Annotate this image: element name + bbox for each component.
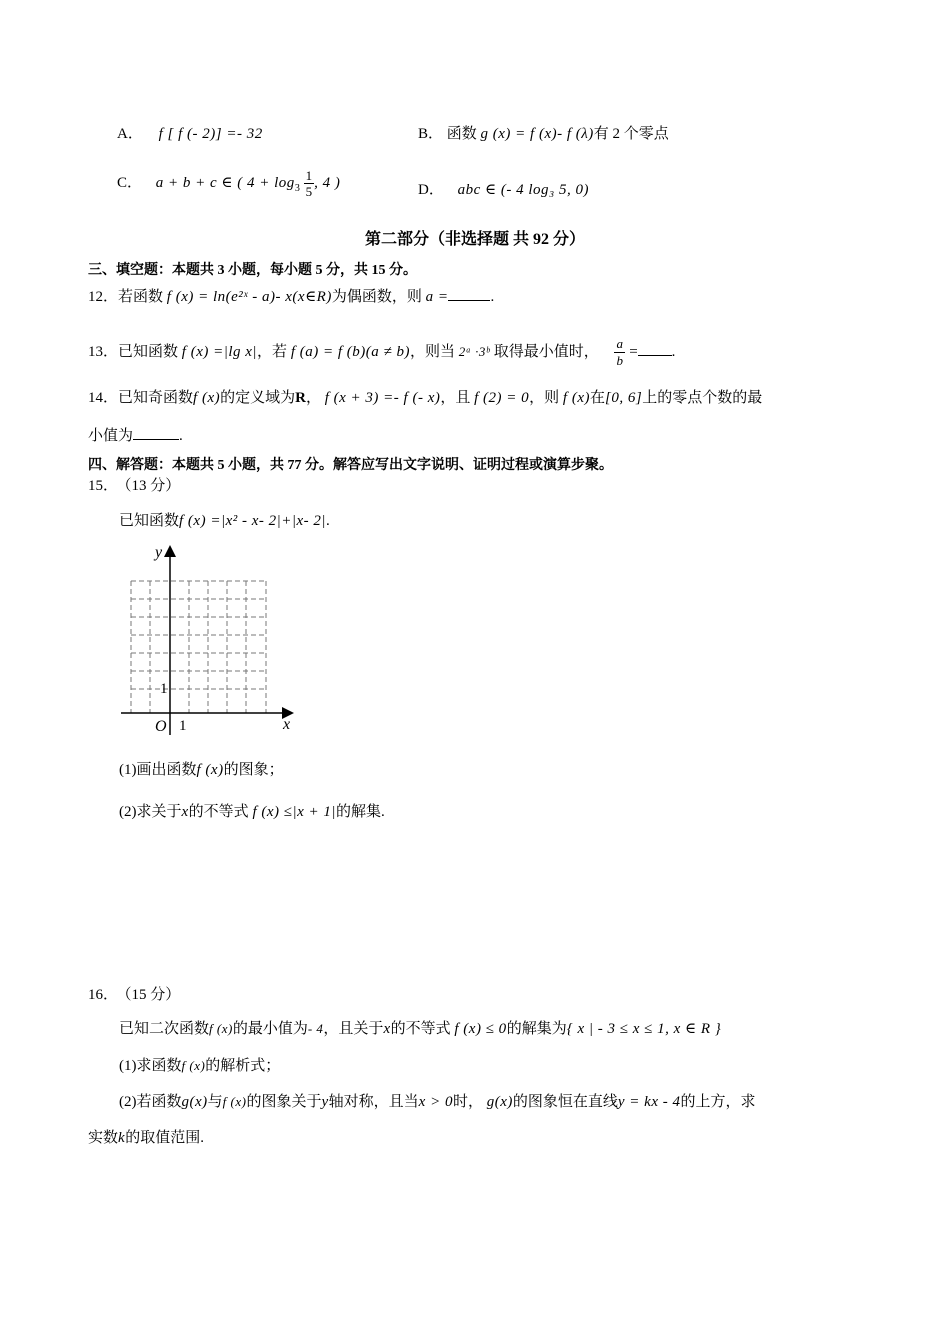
option-b (418, 122, 669, 143)
option-c-frac-den: 5 (305, 184, 313, 199)
q15-y-label: y (155, 544, 163, 561)
q14-answer-blank[interactable] (133, 425, 179, 440)
question-12 (88, 285, 494, 306)
option-a-expr: f [ f (- 2)] =- 32 (158, 126, 263, 142)
option-a (117, 122, 263, 143)
q13-text-1: 已知函数 (118, 343, 179, 360)
q16-expr-1: f (x) (209, 1021, 233, 1036)
q14-expr-3: f (2) = 0 (474, 390, 530, 406)
option-d-label: D． (418, 182, 444, 198)
q13-number: 13． (88, 343, 119, 360)
q14-text-2: 的定义域为 (220, 390, 296, 406)
q16-header (88, 983, 180, 1004)
q16-text-3: ，且关于 (323, 1021, 384, 1037)
q15-p1-pre: (1)画出函数 (119, 762, 197, 778)
q16-p2-g3: 的上方，求 (680, 1094, 756, 1110)
q15-part-2 (119, 800, 385, 821)
q14-expr-2: f (x + 3) =- f (- x) (324, 390, 441, 406)
q13-text-4: 取得最小值时， (493, 343, 599, 360)
q15-statement (119, 509, 330, 530)
section3-heading: 三、填空题：本题共 3 小题，每小题 5 分，共 15 分。 (88, 263, 417, 278)
q15-p2-mid: 的不等式 (188, 804, 249, 820)
q12-text-2: 为偶函数，则 (331, 289, 422, 305)
q13-fraction (614, 336, 625, 369)
q16-statement (119, 1017, 721, 1038)
q15-grid-lines (131, 581, 266, 713)
q16-p2-e: 时， (452, 1094, 483, 1110)
q14-text-1: 已知奇函数 (118, 390, 194, 406)
q15-header (88, 474, 180, 495)
option-c-fraction (304, 168, 315, 199)
question-14-line-2 (88, 424, 183, 445)
q16-p2-a: (2)若函数 (119, 1094, 182, 1110)
q16-text-4: 的不等式 (390, 1021, 451, 1037)
q13-frac-num: a (616, 336, 624, 351)
q16-p1-pre: (1)求函数 (119, 1058, 182, 1074)
q16-p2-y: y (321, 1094, 329, 1110)
q13-expr-3: 2ᵃ ·3ᵇ (458, 343, 490, 359)
question-13 (88, 336, 675, 369)
q15-p2-expr: f (x) ≤|x + 1| (252, 804, 337, 820)
q16-line2-k: k (118, 1130, 126, 1146)
q16-p2-cond: x > 0 (418, 1094, 453, 1110)
q16-number: 16． (88, 987, 119, 1003)
q14-expr-4: f (x) (562, 390, 590, 406)
q14-text-5: 在 (590, 390, 606, 406)
q16-p2-f: f (x) (222, 1094, 247, 1109)
q16-line2-a: 实数 (88, 1130, 119, 1146)
option-d-expr: abc ∈ (- 4 log₃ 5, 0) (457, 182, 589, 198)
q14-expr-1: f (x) (193, 390, 221, 406)
part2-title: 第二部分（非选择题 共 92 分） (364, 231, 585, 248)
q14-text-3: ，且 (440, 390, 471, 406)
option-a-label: A． (117, 126, 143, 142)
q13-answer-blank[interactable] (638, 341, 672, 356)
q16-p2-d: 轴对称，且当 (328, 1094, 419, 1110)
q12-expr: f (x) = ln(e²ˣ - a)- x(x∈R) (166, 289, 332, 305)
q15-part-1 (119, 758, 284, 779)
q16-p1-post: 的解析式； (205, 1058, 281, 1074)
q15-tick-x-label: 1 (179, 718, 187, 734)
q15-score: （13 分） (124, 478, 181, 494)
q14-text-6: 上的零点个数的最 (642, 390, 763, 406)
q16-line2-b: 的取值范围. (125, 1130, 204, 1146)
q15-x-label: x (283, 716, 291, 733)
q15-p1-expr: f (x) (196, 762, 224, 778)
q15-origin-label: O (155, 718, 167, 735)
q13-text-2: ，若 (257, 343, 288, 360)
section4-heading: 四、解答题：本题共 5 小题，共 77 分。解答应写出文字说明、证明过程或演算步聚。 (88, 458, 613, 473)
q15-number: 15． (88, 478, 119, 494)
q14-text-4: ，则 (529, 390, 560, 406)
q13-expr-2: f (a) = f (b)(a ≠ b) (290, 343, 410, 360)
q15-graph (115, 540, 305, 740)
q16-p2-line: y = kx - 4 (617, 1094, 681, 1110)
option-c (117, 168, 340, 199)
q16-p2-g: g(x) (181, 1094, 208, 1110)
q13-expr-1: f (x) =|lg x| (181, 343, 258, 360)
option-d (418, 178, 589, 199)
option-c-sub: 3 (294, 182, 300, 194)
q15-p2-pre: (2)求关于 (119, 804, 182, 820)
q16-text-5: 的解集为 (506, 1021, 567, 1037)
q15-p1-post: 的图象； (223, 762, 284, 778)
q12-var: a = (425, 289, 449, 305)
q16-val: - 4 (307, 1021, 324, 1036)
q16-set: { x | - 3 ≤ x ≤ 1, x ∈ R } (566, 1021, 722, 1037)
option-b-suffix: 有 2 个零点 (593, 126, 669, 142)
q14-R: R (295, 390, 306, 406)
q16-expr-2: f (x) ≤ 0 (454, 1021, 507, 1037)
q14-comma: ， (305, 390, 321, 406)
q14-number: 14． (88, 390, 119, 406)
q16-p2-f2: 的图象恒在直线 (512, 1094, 618, 1110)
option-b-prefix: 函数 (446, 126, 477, 142)
q13-frac-den: b (616, 353, 624, 368)
q15-text-1: 已知函数 (119, 513, 180, 529)
q14-end: . (179, 428, 183, 444)
option-b-expr: g (x) = f (x)- f (λ) (480, 126, 594, 142)
q12-answer-blank[interactable] (448, 286, 490, 301)
q15-p2-var: x (181, 804, 189, 820)
q16-part-2-line-1 (119, 1090, 756, 1111)
q16-part-1 (119, 1054, 280, 1075)
q16-text-1: 已知二次函数 (119, 1021, 210, 1037)
q16-p1-expr: f (x) (181, 1058, 206, 1073)
q14-expr-5: [0, 6] (605, 390, 643, 406)
q16-p2-g2: g(x) (486, 1094, 513, 1110)
q13-eq: = (629, 343, 638, 360)
q16-score: （15 分） (124, 987, 181, 1003)
question-14-line-1 (88, 386, 762, 407)
option-c-frac-num: 1 (305, 168, 313, 183)
q15-p2-post: 的解集. (336, 804, 385, 820)
option-c-label: C． (117, 174, 143, 191)
q13-text-3: ，则当 (409, 343, 455, 360)
q16-text-2: 的最小值为 (232, 1021, 308, 1037)
q16-p2-b: 与 (207, 1094, 223, 1110)
option-b-label: B． (418, 126, 444, 142)
option-c-expr-post: , 4 ) (314, 174, 341, 191)
q12-number: 12． (88, 289, 119, 305)
q15-end: . (326, 513, 330, 529)
q13-end: . (671, 343, 676, 360)
q16-p2-c: 的图象关于 (246, 1094, 322, 1110)
q16-var: x (383, 1021, 391, 1037)
q15-tick-y-label: 1 (160, 681, 168, 697)
option-c-expr-pre: a + b + c ∈ ( 4 + log (155, 174, 295, 191)
q12-end: . (490, 289, 495, 305)
q15-expr: f (x) =|x² - x- 2|+|x- 2| (179, 513, 327, 529)
q16-part-2-line-2 (88, 1126, 204, 1147)
q12-text-1: 若函数 (118, 289, 164, 305)
q14-line-2-text: 小值为 (88, 428, 134, 444)
